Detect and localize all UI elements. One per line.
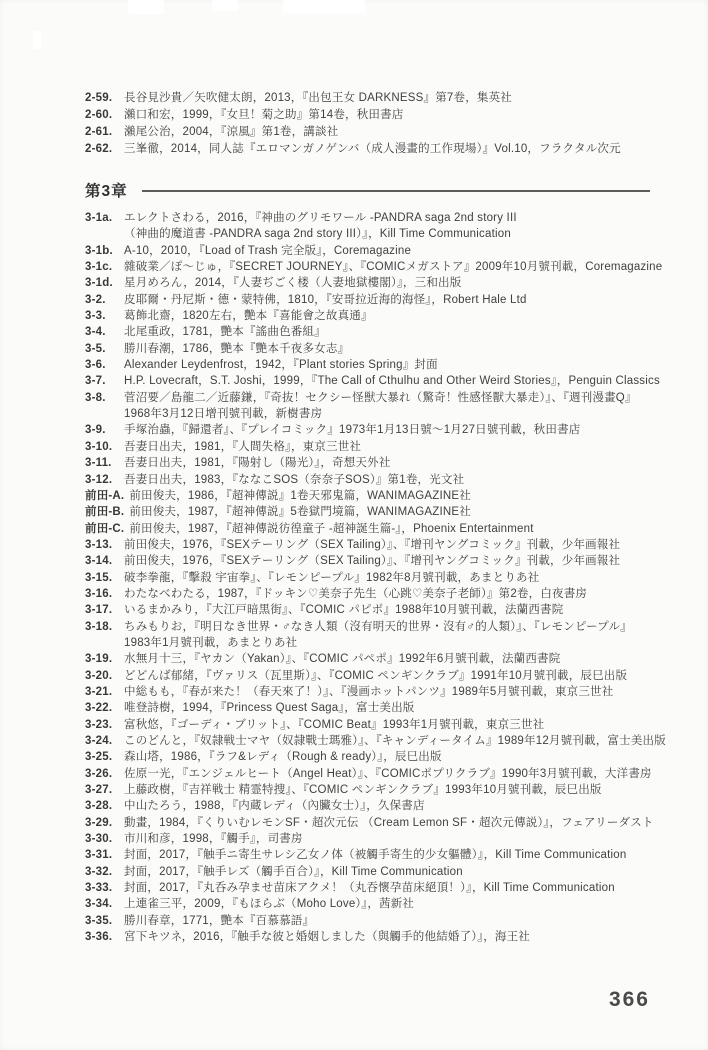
reference-entry-row xyxy=(85,324,666,340)
entry-number: 3-21. xyxy=(85,685,113,698)
entry-number: 3-27. xyxy=(85,784,113,797)
entry-number: 3-18. xyxy=(85,620,113,633)
reference-entry-row xyxy=(85,537,666,553)
reference-entry-row xyxy=(85,124,621,141)
entry-text: 前田俊夫，1987，『超神傳説彷徨童子 -超神誕生篇-』，Phoenix Entertainment xyxy=(129,522,534,535)
entry-number: 3-36. xyxy=(85,931,113,944)
entry-text: Alexander Leydenfrost，1942，『Plant stories Spring』封面 xyxy=(124,359,438,372)
entry-text: 雜破業／ぽ〜じゅ，『SECRET JOURNEY』、『COMICメガストア』2009年10月號刊載，Coremagazine xyxy=(124,261,663,274)
entry-text: 勝川春潮，1786，艷本『艷本千夜多女志』 xyxy=(124,342,350,355)
reference-entry-row xyxy=(85,815,666,831)
entry-text: 1968年3月12日增刊號刊載，新樹書房 xyxy=(124,408,323,421)
entry-text: 前田俊夫，1986，『超神傳説』1卷天邪鬼篇，WANIMAGAZINE社 xyxy=(129,489,471,502)
entry-text: 唯登詩樹，1994，『Princess Quest Saga』，富士美出版 xyxy=(124,702,415,715)
entry-number: 3-20. xyxy=(85,669,113,682)
entry-text: 前田俊夫，1987，『超神傳説』5卷獄門境篇，WANIMAGAZINE社 xyxy=(129,506,471,519)
entry-number: 3-24. xyxy=(85,735,113,747)
entry-text: 吾妻日出夫，1981，『人間失格』，東京三世社 xyxy=(124,440,362,453)
entry-number: 3-8. xyxy=(85,391,106,404)
entry-text: A-10，2010，『Load of Trash 完全版』，Coremagazine xyxy=(124,244,412,257)
reference-entry-row xyxy=(85,831,666,847)
reference-entry-row xyxy=(85,602,666,618)
reference-entry-row xyxy=(85,341,666,357)
entry-text: 富秋悠，『ゴーディ・ブリット』、『COMIC Beat』1993年1月號刊載，東京三世社 xyxy=(124,718,545,731)
chapter3-heading: 第3章 xyxy=(85,183,128,200)
reference-entry-row xyxy=(85,847,666,863)
chapter3-reference-list xyxy=(85,210,666,945)
entry-text: 勝川春章，1771，艷本『百慕慕語』 xyxy=(124,914,315,927)
reference-entry-row xyxy=(85,749,666,765)
entry-text: 森山塔，1986，『ラフ&レディ（Rough & ready）』，辰巳出版 xyxy=(124,751,442,764)
reference-entry-row xyxy=(85,896,666,912)
entry-number: 3-6. xyxy=(85,359,106,372)
entry-text: 菅沼要／島龍二／近藤鎌，『奇抜！セクシー怪獣大暴れ（驚奇！性感怪獸大暴走）』、『週刊漫畫Q』 xyxy=(124,391,637,404)
reference-entry-row xyxy=(85,880,666,896)
entry-number: 2-61. xyxy=(85,126,113,138)
scan-artifact xyxy=(212,0,238,11)
reference-entry-row xyxy=(85,141,621,158)
entry-text: （神曲的魔道書 -PANDRA saga 2nd story III）』，Kill Time Communication xyxy=(124,228,511,241)
entry-text: 封面，2017，『触手レズ（觸手百合）』，Kill Time Communication xyxy=(124,865,463,878)
entry-number: 前田-B. xyxy=(85,506,125,519)
reference-entry-row xyxy=(85,619,666,635)
entry-number: 3-33. xyxy=(85,882,113,895)
entry-number: 3-1a. xyxy=(85,212,113,224)
reference-entry-row xyxy=(85,864,666,880)
entry-number: 3-17. xyxy=(85,604,113,617)
reference-entry-row xyxy=(85,243,666,259)
entry-number: 3-23. xyxy=(85,718,113,731)
reference-entry-row xyxy=(85,210,666,226)
entry-number: 3-32. xyxy=(85,865,113,878)
reference-entry-row xyxy=(85,472,666,488)
reference-entry-row xyxy=(85,766,666,782)
entry-text: 市川和彦，1998，『觸手』，司書房 xyxy=(124,833,303,846)
entry-text: ちみもりお，『明日なき世界・♂なき人類（沒有明天的世界・沒有♂的人類）』、『レモンピープル』 xyxy=(124,620,632,633)
entry-text: 皮耶爾・丹尼斯・德・蒙特佛，1810，『安哥拉近海的海怪』，Robert Hale Ltd xyxy=(124,293,527,306)
entry-text: 動畫，1984，『くりいむレモンSF・超次元伝 （Cream Lemon SF・超次元傳説）』，フェアリーダスト xyxy=(124,816,654,829)
reference-entry-row xyxy=(85,913,666,929)
entry-text: エレクトさわる，2016，『神曲のグリモワール -PANDRA saga 2nd story III xyxy=(124,212,517,224)
entry-number: 3-1d. xyxy=(85,277,113,290)
reference-entry-row xyxy=(85,504,666,520)
reference-entry-row xyxy=(85,357,666,373)
entry-number: 3-30. xyxy=(85,833,113,846)
entry-text: 吾妻日出夫，1983，『ななこSOS（奈奈子SOS）』第1卷，光文社 xyxy=(124,473,465,486)
chapter2-reference-list xyxy=(85,90,621,158)
entry-text: 佐原一光，『エンジェルヒート（Angel Heat）』、『COMICポプリクラブ』1990年3月號刊載，大洋書房 xyxy=(124,767,652,780)
entry-text: 瀨口和宏，1999，『女旦！菊之助』第14卷，秋田書店 xyxy=(124,109,404,121)
entry-text: わたなべわたる，1987，『ドッキン♡美奈子先生（心跳♡美奈子老師）』第2卷，白夜書房 xyxy=(124,587,588,600)
entry-number: 2-59. xyxy=(85,92,113,104)
entry-text: H.P. Lovecraft，S.T. Joshi，1999，『The Call of Cthulhu and Other Weird Stories』，Penguin Classics xyxy=(124,375,660,388)
reference-entry-row xyxy=(85,390,666,406)
entry-text: 吾妻日出夫，1981，『陽射し（陽光）』，奇想天外社 xyxy=(124,457,391,470)
entry-text: このどんと，『奴隷戦士マヤ（奴隷戰士瑪雅）』、『キャンディータイム』1989年12月號刊載，富士美出版 xyxy=(124,735,666,747)
entry-number: 3-19. xyxy=(85,653,113,666)
chapter3-divider-rule xyxy=(142,190,650,192)
scan-artifact xyxy=(283,0,365,13)
entry-number: 3-10. xyxy=(85,440,113,453)
entry-text: 星月めろん，2014，『人妻ぢごく楼（人妻地獄樓閣）』，三和出版 xyxy=(124,277,462,290)
reference-entry-row xyxy=(85,929,666,945)
entry-number: 3-16. xyxy=(85,587,113,600)
entry-text: 前田俊夫，1976，『SEXテーリング（SEX Tailing）』、『增刊ヤングコミック』刊載，少年画報社 xyxy=(124,538,621,551)
entry-number: 3-22. xyxy=(85,702,113,715)
reference-entry-row xyxy=(85,455,666,471)
reference-entry-row xyxy=(85,586,666,602)
reference-entry-row xyxy=(85,717,666,733)
entry-text: どどんば郁緒，『ヴァリス（瓦里斯）』、『COMIC ペンギンクラブ』1991年10月號刊載，辰巳出版 xyxy=(124,669,628,682)
entry-number: 3-31. xyxy=(85,849,113,862)
entry-number: 3-1b. xyxy=(85,244,113,257)
entry-number: 3-1c. xyxy=(85,261,113,274)
entry-text: 瀨尾公治，2004，『涼風』第1卷，講談社 xyxy=(124,126,339,138)
reference-entry-row xyxy=(85,684,666,700)
scan-artifact xyxy=(33,31,41,49)
reference-entry-row xyxy=(85,570,666,586)
reference-entry-row xyxy=(85,668,666,684)
reference-entry-row xyxy=(85,488,666,504)
reference-entry-row xyxy=(85,635,666,651)
entry-text: 封面，2017，『丸呑み孕ませ苗床アクメ！（丸吞懷孕苗床絕頂！）』，Kill Time Communication xyxy=(124,882,615,895)
entry-number: 前田-C. xyxy=(85,522,125,535)
entry-number: 3-25. xyxy=(85,751,113,764)
reference-entry-row xyxy=(85,422,666,438)
entry-number: 3-4. xyxy=(85,326,106,339)
entry-text: 水無月十三，『ヤカン（Yakan）』、『COMIC パペポ』1992年6月號刊載，法蘭西書院 xyxy=(124,653,561,666)
entry-text: 上連雀三平，2009，『もほらぶ（Moho Love）』，茜新社 xyxy=(124,898,415,911)
entry-text: 中総もも，『春が来た！（春天來了！）』、『漫画ホットパンツ』1989年5月號刊載，東京三世社 xyxy=(124,685,614,698)
entry-text: いるまかみり，『大江戸暗黒街』、『COMIC パピポ』1988年10月號刊載，法蘭西書院 xyxy=(124,604,564,617)
reference-entry-row xyxy=(85,553,666,569)
entry-text: 破李拳龍，『擊殺 宇宙拳』、『レモンピープル』1982年8月號刊載，あまとりあ社 xyxy=(124,571,540,584)
entry-text: 三峯徹，2014，同人誌『エロマンガノゲンバ（成人漫畫的工作現場）』Vol.10，フラクタル次元 xyxy=(124,143,621,155)
entry-text: 前田俊夫，1976，『SEXテーリング（SEX Tailing）』、『增刊ヤングコミック』刊載，少年画報社 xyxy=(124,555,621,568)
entry-number: 3-13. xyxy=(85,538,113,551)
reference-entry-row xyxy=(85,651,666,667)
reference-entry-row xyxy=(85,521,666,537)
entry-number: 2-62. xyxy=(85,143,113,155)
scan-artifact xyxy=(128,0,164,14)
entry-number: 前田-A. xyxy=(85,489,125,502)
entry-number: 3-12. xyxy=(85,473,113,486)
entry-number: 2-60. xyxy=(85,109,113,121)
entry-text: 手塚治蟲，『歸還者』、『プレイコミック』1973年1月13日號〜1月27日號刊載，秋田書店 xyxy=(124,424,581,437)
reference-entry-row xyxy=(85,226,666,242)
entry-text: 北尾重政，1781，艷本『謠曲色番組』 xyxy=(124,326,326,339)
reference-entry-row xyxy=(85,275,666,291)
entry-number: 3-9. xyxy=(85,424,106,437)
reference-entry-row xyxy=(85,308,666,324)
reference-entry-row xyxy=(85,700,666,716)
entry-text: 上藤政樹，『吉祥戦士 精霊特捜』、『COMIC ペンギンクラブ』1993年10月號刊載，辰巳出版 xyxy=(124,784,602,797)
entry-number: 3-26. xyxy=(85,767,113,780)
reference-entry-row xyxy=(85,373,666,389)
entry-number: 3-11. xyxy=(85,457,112,470)
entry-number: 3-2. xyxy=(85,293,106,306)
reference-entry-row xyxy=(85,733,666,749)
entry-number: 3-29. xyxy=(85,816,113,829)
entry-number: 3-5. xyxy=(85,342,106,355)
chapter3-header xyxy=(85,179,650,201)
entry-text: 宮下キツネ，2016，『触手な彼と婚姻しました（與觸手的他結婚了）』，海王社 xyxy=(124,931,531,944)
entry-text: 1983年1月號刊載，あまとりあ社 xyxy=(124,636,298,649)
entry-text: 葛飾北齋，1820左右，艷本『喜能會之故真通』 xyxy=(124,310,373,323)
page-number: 366 xyxy=(608,988,650,1011)
reference-entry-row xyxy=(85,259,666,275)
reference-entry-row xyxy=(85,107,621,124)
entry-text: 中山たろう，1988，『内蔵レディ（內臟女士）』，久保書店 xyxy=(124,800,425,813)
entry-text: 長谷見沙貴／矢吹健太朗，2013，『出包王女 DARKNESS』第7卷，集英社 xyxy=(124,92,512,104)
entry-number: 3-7. xyxy=(85,375,106,388)
reference-entry-row xyxy=(85,406,666,422)
entry-number: 3-14. xyxy=(85,555,113,568)
entry-number: 3-3. xyxy=(85,310,106,323)
entry-number: 3-35. xyxy=(85,914,113,927)
reference-entry-row xyxy=(85,798,666,814)
reference-entry-row xyxy=(85,782,666,798)
entry-number: 3-28. xyxy=(85,800,113,813)
reference-entry-row xyxy=(85,90,621,107)
entry-number: 3-34. xyxy=(85,898,113,911)
entry-text: 封面，2017，『触手ニ寄生サレシ乙女ノ体（被觸手寄生的少女軀體）』，Kill Time Communication xyxy=(124,849,627,862)
reference-entry-row xyxy=(85,439,666,455)
reference-entry-row xyxy=(85,292,666,308)
entry-number: 3-15. xyxy=(85,571,113,584)
